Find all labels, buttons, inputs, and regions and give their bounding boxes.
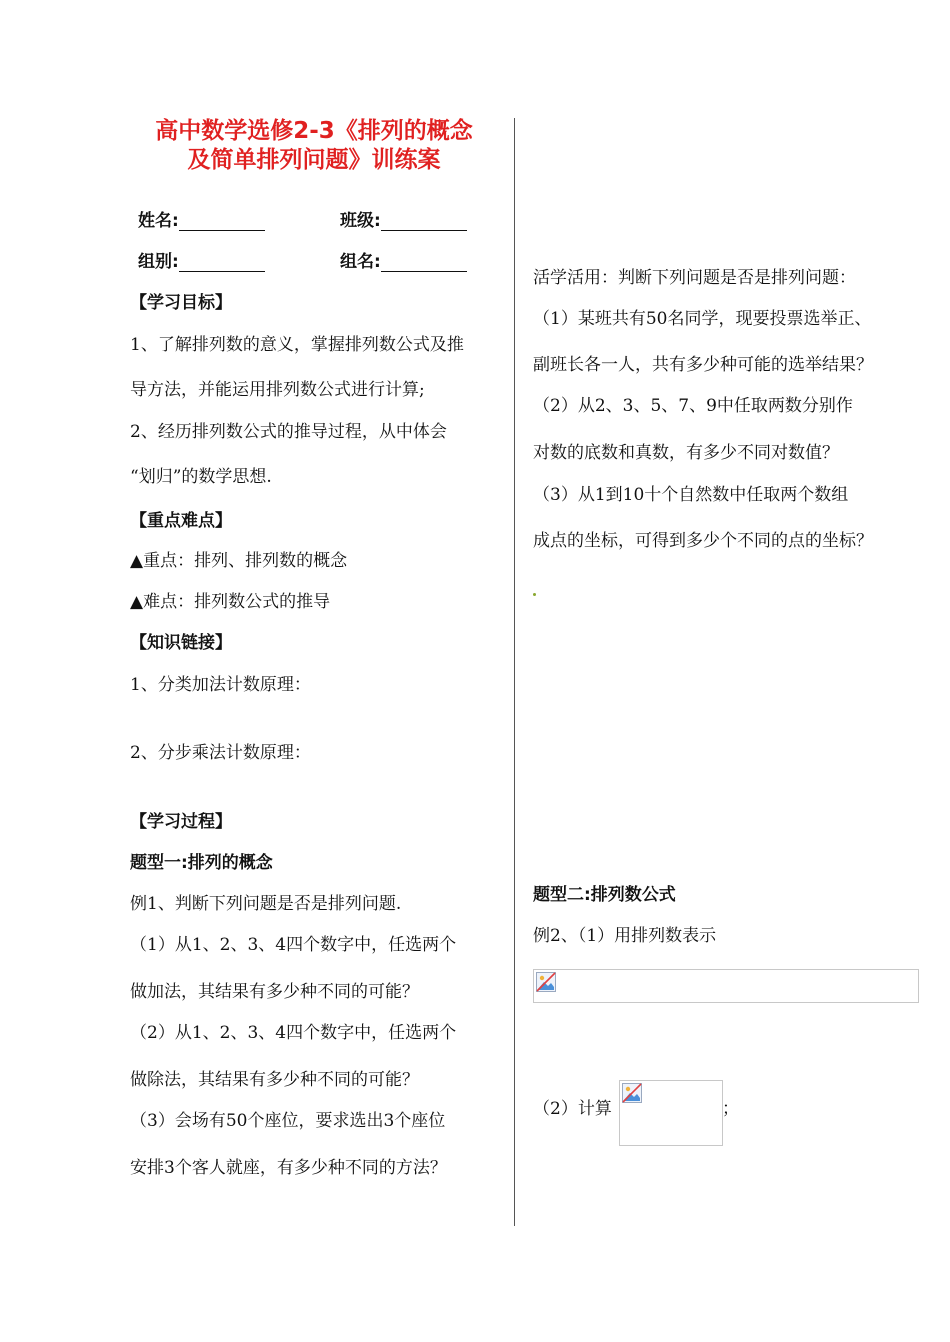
example2-intro: 例2、（1）用排列数表示 bbox=[533, 926, 717, 946]
broken-image-icon bbox=[536, 972, 556, 992]
name-blank bbox=[179, 212, 265, 231]
practice-q2-line-b: 对数的底数和真数，有多少不同对数值？ bbox=[533, 443, 839, 463]
difficult-point: ▲难点：排列数公式的推导 bbox=[130, 592, 331, 612]
group-name-blank bbox=[381, 253, 467, 272]
doc-title-line2: 及简单排列问题》训练案 bbox=[187, 147, 441, 173]
doc-title-line1: 高中数学选修2-3《排列的概念 bbox=[155, 118, 473, 144]
link-item-1: 1、分类加法计数原理： bbox=[130, 675, 311, 695]
column-divider bbox=[514, 118, 515, 1226]
goals-heading: 【学习目标】 bbox=[130, 293, 232, 313]
practice-q3-line-b: 成点的坐标，可得到多少个不同的点的坐标？ bbox=[533, 531, 873, 551]
example1-q3-line-a: （3）会场有50个座位，要求选出3个座位 bbox=[130, 1111, 446, 1131]
example1-q1-line-a: （1）从1、2、3、4四个数字中，任选两个 bbox=[130, 935, 457, 955]
process-heading: 【学习过程】 bbox=[130, 812, 232, 832]
link-item-2: 2、分步乘法计数原理： bbox=[130, 743, 311, 763]
key-heading: 【重点难点】 bbox=[130, 511, 232, 531]
example1-intro: 例1、判断下列问题是否是排列问题. bbox=[130, 894, 402, 914]
group-name-label: 组名: bbox=[340, 252, 381, 272]
calc-image-placeholder bbox=[619, 1080, 723, 1146]
group-blank bbox=[179, 253, 265, 272]
type1-heading: 题型一:排列的概念 bbox=[130, 853, 273, 873]
goal1-line-a: 1、了解排列数的意义，掌握排列数公式及推 bbox=[130, 335, 464, 355]
class-label: 班级: bbox=[340, 211, 381, 231]
practice-intro: 活学活用：判断下列问题是否是排列问题： bbox=[533, 268, 856, 288]
type2-heading: 题型二:排列数公式 bbox=[533, 885, 676, 905]
name-label: 姓名: bbox=[138, 211, 179, 231]
example2-q2-label: （2）计算 bbox=[533, 1099, 612, 1119]
practice-q1-line-a: （1）某班共有50名同学，现要投票选举正、 bbox=[533, 309, 872, 329]
practice-q1-line-b: 副班长各一人，共有多少种可能的选举结果？ bbox=[533, 355, 873, 375]
practice-q3-line-a: （3）从1到10十个自然数中任取两个数组 bbox=[533, 485, 849, 505]
example2-q2-semicolon: ； bbox=[722, 1099, 739, 1119]
goal2-line-b: “划归”的数学思想. bbox=[130, 467, 272, 487]
group-name-field bbox=[340, 247, 467, 272]
group-field bbox=[138, 247, 265, 272]
broken-image-icon bbox=[622, 1083, 642, 1103]
goal2-line-a: 2、经历排列数公式的推导过程，从中体会 bbox=[130, 422, 447, 442]
example1-q1-line-b: 做加法，其结果有多少种不同的可能？ bbox=[130, 982, 419, 1002]
practice-q2-line-a: （2）从2、3、5、7、9中任取两数分别作 bbox=[533, 396, 853, 416]
group-label: 组别: bbox=[138, 252, 179, 272]
link-heading: 【知识链接】 bbox=[130, 633, 232, 653]
key-point: ▲重点：排列、排列数的概念 bbox=[130, 551, 348, 571]
example1-q3-line-b: 安排3个客人就座，有多少种不同的方法？ bbox=[130, 1158, 447, 1178]
goal1-line-b: 导方法，并能运用排列数公式进行计算; bbox=[130, 380, 425, 400]
name-field bbox=[138, 206, 265, 231]
class-blank bbox=[381, 212, 467, 231]
formula-image-placeholder bbox=[533, 969, 919, 1003]
example1-q2-line-a: （2）从1、2、3、4四个数字中，任选两个 bbox=[130, 1023, 457, 1043]
class-field bbox=[340, 206, 467, 231]
stray-dot bbox=[533, 593, 536, 596]
example1-q2-line-b: 做除法，其结果有多少种不同的可能？ bbox=[130, 1070, 419, 1090]
